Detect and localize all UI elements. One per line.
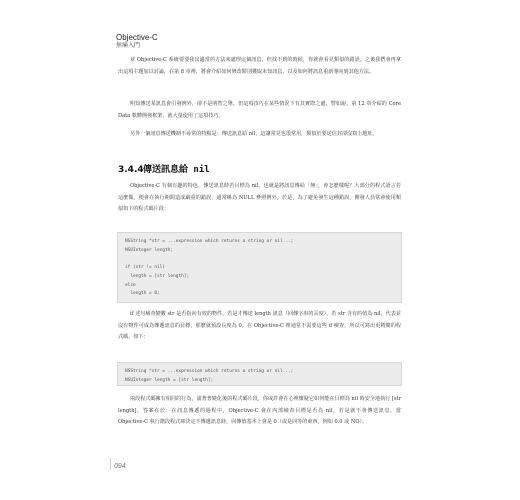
paragraph-exception-note: 明知傳送某訊息會引發例外，卻不是明智之舉，但這項技巧在某些情況下有其實際之處，譬如說，第 12 章介紹的 Core Data 軟體開發框架，就大量使用了這項技巧。 bbox=[118, 101, 401, 119]
paragraph-runtime-behavior: 兩段程式碼擁有相同的行為，請著著變化後的程式碼片段，你或許會在心裡懷疑它如何能在目標為 nil 時安全地執行 [str length]，答案在於：在訊息傳遞的過程中，Objective-C 會在內部檢查目標是否為 nil，若是就不會傳送訊息，當 Objective-C 執行階段程式庫決定不傳遞訊息時，回傳值基本上會是 0（或是同等的東西，例如 0.0 或 NO）。 bbox=[118, 396, 401, 426]
book-title: Objective-C bbox=[116, 33, 158, 42]
section-title: 傳送訊息給 nil bbox=[143, 165, 210, 175]
book-subtitle: 無痛入門 bbox=[116, 42, 141, 49]
running-header bbox=[116, 33, 236, 50]
paragraph-nil-overview: 另外一個訊息傳送機制不尋常的特點是：傳送訊息給 nil，這讓常見也很常用，類似於要送信封卻沒寫上地址。 bbox=[130, 131, 378, 137]
section-heading bbox=[118, 164, 210, 176]
section-number: 3.4.4 bbox=[118, 165, 144, 175]
code-example-null-check: NSString *str = ...expression which returns a string or nil...; NSUInteger length; if (str != nil) length = [str length]; else length = 0; bbox=[117, 232, 402, 303]
page-number: 094 bbox=[114, 463, 126, 470]
paragraph-intro: 章 Objective-C 系統要要我出適當的方法來處理這個訊息，但找不到的時候，你就會看見類似的錯誤。之後我們會再拿出這項主題加以討論，在第 8 章裡，將會介紹如何修改類別獲取未知訊息，以及如何將訊息重新導向到其他方法。 bbox=[118, 57, 401, 75]
paragraph-nil-behavior: Objective-C 有個有趣的特色，傳送訊息時若目標為 nil，也就是將訊息傳給「無」，會怎麼樣呢？大部分的程式語言若這麼做，便會在執行期間造成嚴重的錯誤，通常稱為 NULL 參照例外。於是，為了避免發生這種錯誤，開發人員常會使用類似如下的程式碼片段： bbox=[118, 183, 401, 213]
paragraph-if-check-explanation: if 述句檢查變數 str 是否指向有效的物件，若是才傳送 length 訊息（回傳字串的長度），若 str 含有的值為 nil，代表並沒有物件可成為傳遞訊息的目標，那麼就預設長度為 0。在 Objective-C 裡通常不需要這些 if 檢查，所以可寫出更精簡的程式碼，如下： bbox=[118, 311, 401, 341]
footer-divider bbox=[110, 458, 111, 470]
code-example-short-form: NSString *str = ...expression which returns a string or nil...; NSUInteger length = [str length]; bbox=[117, 362, 402, 386]
